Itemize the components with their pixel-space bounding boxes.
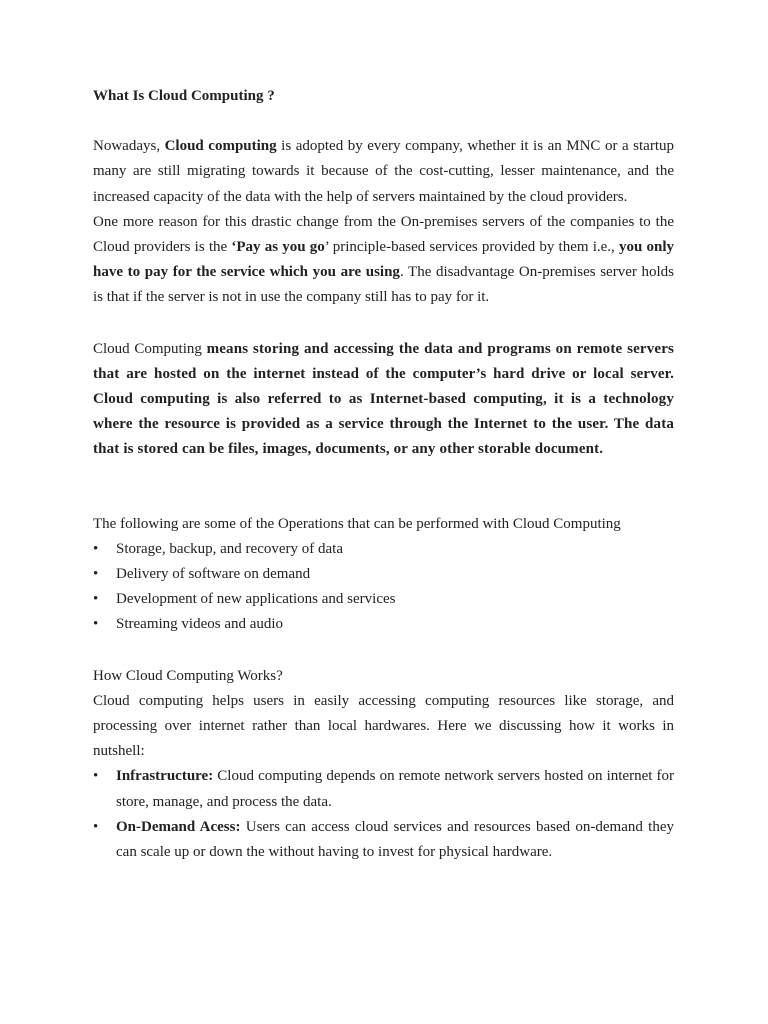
list-item-text: Delivery of software on demand [116,566,311,583]
intro-lead: Nowadays, [93,138,165,155]
page-title: What Is Cloud Computing ? [93,88,275,104]
definition-bold-text: means storing and accessing the data and programs on remote servers that are hosted on the internet instead of the computer’s hard drive or local server. Cloud computing is also referred to as Internet-based computing, it is a technology where the resource is provided as a service through the Internet to the user. The data that is stored can be files, images, documents, or any other storable document. [93,340,674,458]
intro2-bold-pay-as-you-go: ‘Pay as you go [231,239,325,256]
document-body [93,84,674,865]
bullet-icon: • [93,616,99,633]
bullet-icon: • [93,591,99,608]
bullet-icon: • [93,566,99,583]
list-item-label: On-Demand Acess: [116,818,241,835]
intro-rest: is adopted by every company, whether it is an MNC or a startup many are still migrating towards it because of the cost-cutting, lesser maintenance, and the increased capacity of the data with the help of servers maintained by the cloud providers. [93,138,674,205]
how-it-works-intro: Cloud computing helps users in easily accessing computing resources like storage, and processing over internet rather than local hardwares. Here we discussing how it works in nutshell: [93,692,674,760]
list-item [93,587,674,612]
bullet-icon: • [93,768,99,785]
list-item-text: Streaming videos and audio [116,616,284,633]
how-it-works-list [93,764,674,865]
intro2-lead: One more reason for this drastic change from the On-premises servers of the companies to the Cloud providers is the [93,213,674,256]
list-item-text: Storage, backup, and recovery of data [116,540,343,557]
intro-paragraph-1 [93,134,674,210]
operations-intro: The following are some of the Operations that can be performed with Cloud Computing [93,515,621,532]
operations-list [93,537,674,638]
bullet-icon: • [93,818,99,835]
list-item [93,537,674,562]
list-item [93,612,674,637]
intro-bold-term: Cloud computing [164,138,277,155]
list-item-text: Users can access cloud services and resources based on-demand they can scale up or down the without having to invest for physical hardware. [116,818,674,861]
definition-paragraph [93,337,674,463]
intro2-rest: . The disadvantage On-premises server holds is that if the server is not in use the company still has to pay for it. [93,264,674,306]
intro2-mid: ’ principle-based services provided by them i.e., [324,239,619,256]
bullet-icon: • [93,540,99,557]
list-item [93,815,674,865]
list-item [93,764,674,814]
list-item-text: Development of new applications and services [116,591,396,608]
intro-paragraph-2 [93,210,674,311]
list-item [93,562,674,587]
list-item-text: Cloud computing depends on remote network servers hosted on internet for store, manage, and process the data. [116,768,674,810]
list-item-label: Infrastructure: [116,768,214,785]
definition-lead: Cloud Computing [93,340,207,357]
section-heading-how-it-works: How Cloud Computing Works? [93,667,283,684]
intro2-bold-pay-usage: you only have to pay for the service which you are using [93,239,675,281]
